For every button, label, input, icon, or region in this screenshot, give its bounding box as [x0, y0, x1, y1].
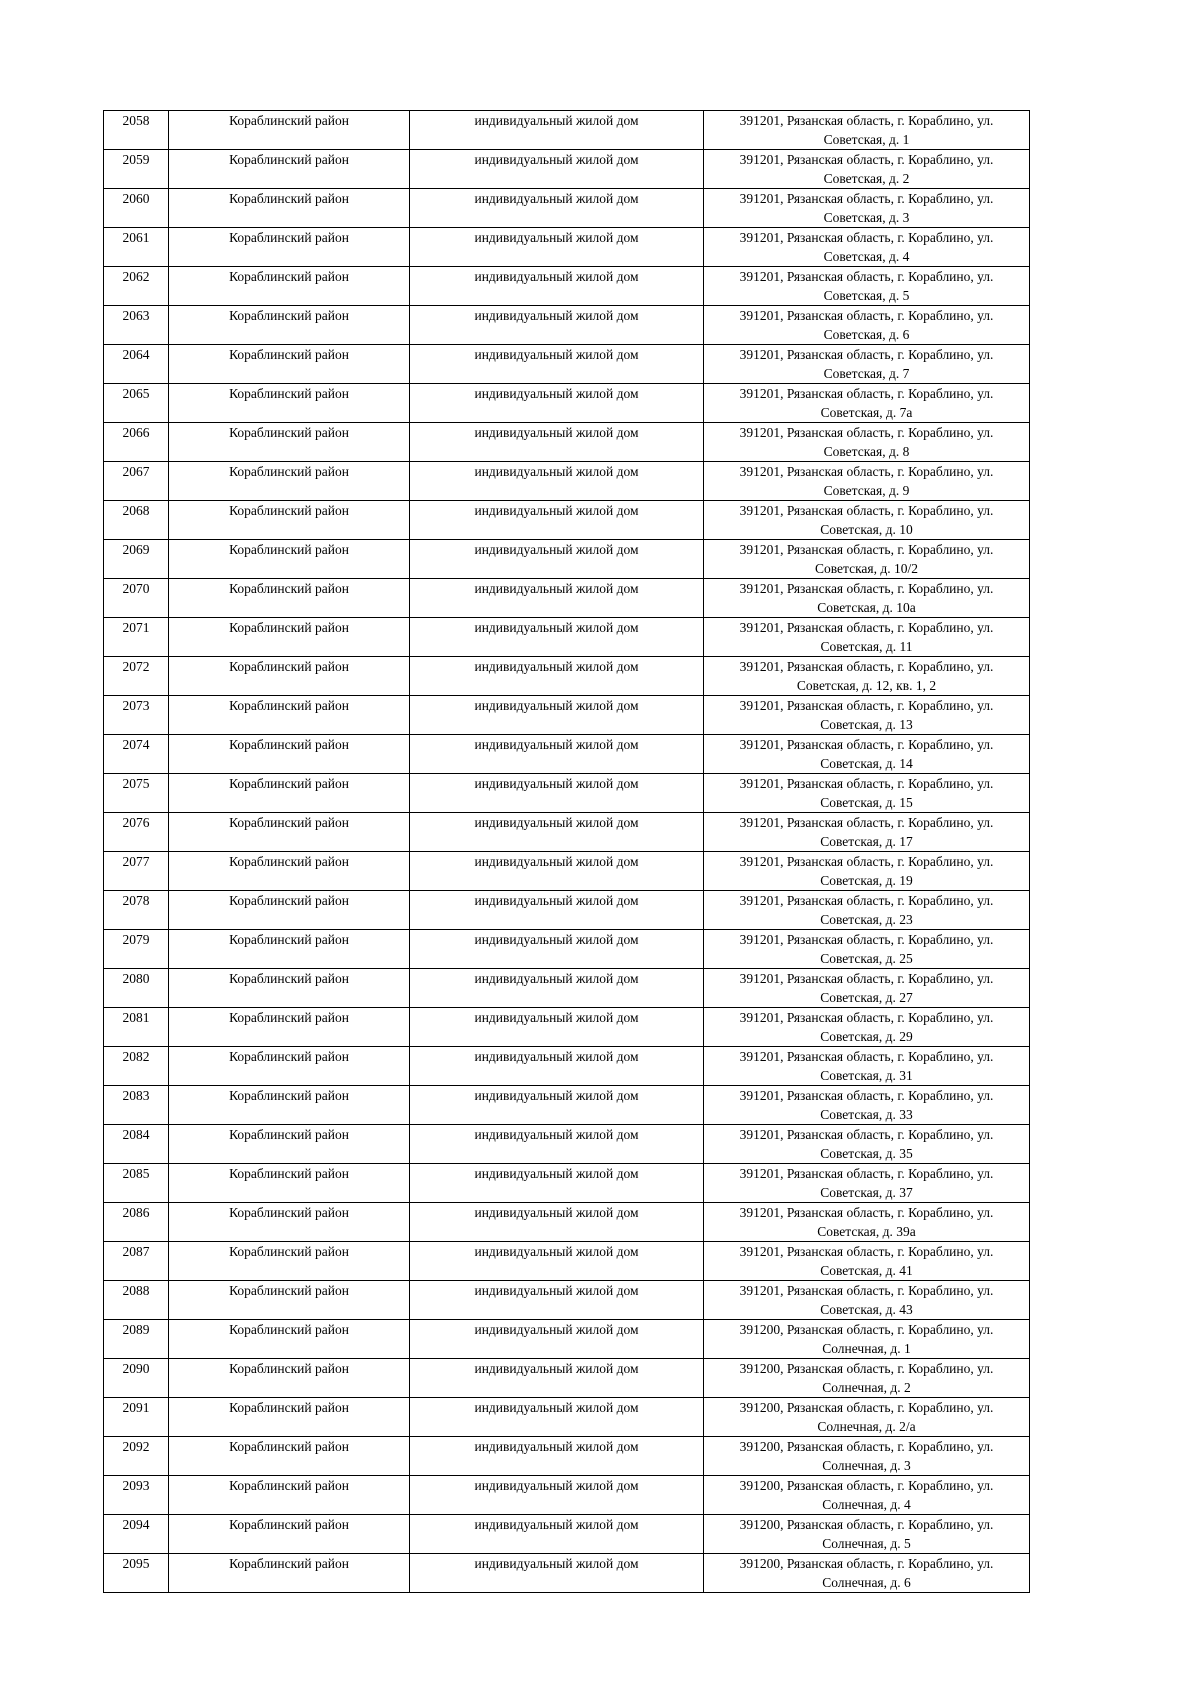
- district-cell: Кораблинский район: [169, 1320, 410, 1359]
- address-line-2: Советская, д. 29: [820, 1029, 913, 1044]
- address-line-2: Советская, д. 19: [820, 873, 913, 888]
- district-cell: Кораблинский район: [169, 540, 410, 579]
- record-number-cell: 2087: [104, 1242, 169, 1281]
- table-row: [104, 501, 1030, 540]
- object-type-cell: индивидуальный жилой дом: [410, 930, 704, 969]
- address-line-1: 391201, Рязанская область, г. Кораблино, ул.: [739, 503, 994, 518]
- district-cell: Кораблинский район: [169, 111, 410, 150]
- address-cell: [704, 774, 1030, 813]
- address-line-2: Советская, д. 43: [820, 1302, 913, 1317]
- table-row: [104, 930, 1030, 969]
- address-cell: [704, 813, 1030, 852]
- district-cell: Кораблинский район: [169, 228, 410, 267]
- address-line-2: Советская, д. 7а: [820, 405, 913, 420]
- record-number-cell: 2059: [104, 150, 169, 189]
- address-line-2: Советская, д. 7: [823, 366, 910, 381]
- district-cell: Кораблинский район: [169, 969, 410, 1008]
- table-row: [104, 423, 1030, 462]
- object-type-cell: индивидуальный жилой дом: [410, 423, 704, 462]
- address-cell: [704, 150, 1030, 189]
- address-line-1: 391200, Рязанская область, г. Кораблино, ул.: [739, 1517, 994, 1532]
- record-number-cell: 2085: [104, 1164, 169, 1203]
- district-cell: Кораблинский район: [169, 1203, 410, 1242]
- object-type-cell: индивидуальный жилой дом: [410, 813, 704, 852]
- object-type-cell: индивидуальный жилой дом: [410, 1359, 704, 1398]
- address-cell: [704, 1398, 1030, 1437]
- address-cell: [704, 618, 1030, 657]
- district-cell: Кораблинский район: [169, 1437, 410, 1476]
- address-line-1: 391201, Рязанская область, г. Кораблино, ул.: [739, 1049, 994, 1064]
- address-cell: [704, 852, 1030, 891]
- record-number-cell: 2088: [104, 1281, 169, 1320]
- address-line-1: 391201, Рязанская область, г. Кораблино, ул.: [739, 191, 994, 206]
- district-cell: Кораблинский район: [169, 501, 410, 540]
- address-line-1: 391201, Рязанская область, г. Кораблино, ул.: [739, 308, 994, 323]
- object-type-cell: индивидуальный жилой дом: [410, 1554, 704, 1593]
- object-type-cell: индивидуальный жилой дом: [410, 345, 704, 384]
- record-number-cell: 2081: [104, 1008, 169, 1047]
- address-line-2: Солнечная, д. 1: [822, 1341, 911, 1356]
- table-row: [104, 1125, 1030, 1164]
- record-number-cell: 2092: [104, 1437, 169, 1476]
- record-number-cell: 2060: [104, 189, 169, 228]
- address-cell: [704, 696, 1030, 735]
- address-line-1: 391201, Рязанская область, г. Кораблино, ул.: [739, 1127, 994, 1142]
- district-cell: Кораблинский район: [169, 306, 410, 345]
- record-number-cell: 2069: [104, 540, 169, 579]
- district-cell: Кораблинский район: [169, 1281, 410, 1320]
- address-register-body: [104, 111, 1030, 1593]
- address-line-2: Советская, д. 4: [823, 249, 910, 264]
- address-line-2: Советская, д. 13: [820, 717, 913, 732]
- address-cell: [704, 1242, 1030, 1281]
- record-number-cell: 2058: [104, 111, 169, 150]
- object-type-cell: индивидуальный жилой дом: [410, 384, 704, 423]
- address-line-1: 391201, Рязанская область, г. Кораблино, ул.: [739, 815, 994, 830]
- record-number-cell: 2061: [104, 228, 169, 267]
- object-type-cell: индивидуальный жилой дом: [410, 1281, 704, 1320]
- object-type-cell: индивидуальный жилой дом: [410, 774, 704, 813]
- table-row: [104, 1320, 1030, 1359]
- address-cell: [704, 423, 1030, 462]
- address-line-1: 391200, Рязанская область, г. Кораблино, ул.: [739, 1361, 994, 1376]
- object-type-cell: индивидуальный жилой дом: [410, 1476, 704, 1515]
- address-cell: [704, 306, 1030, 345]
- address-line-2: Советская, д. 14: [820, 756, 913, 771]
- address-line-2: Советская, д. 39а: [817, 1224, 916, 1239]
- district-cell: Кораблинский район: [169, 1086, 410, 1125]
- address-cell: [704, 540, 1030, 579]
- table-row: [104, 1203, 1030, 1242]
- district-cell: Кораблинский район: [169, 1398, 410, 1437]
- district-cell: Кораблинский район: [169, 1242, 410, 1281]
- record-number-cell: 2073: [104, 696, 169, 735]
- district-cell: Кораблинский район: [169, 345, 410, 384]
- table-row: [104, 1359, 1030, 1398]
- address-line-1: 391201, Рязанская область, г. Кораблино, ул.: [739, 1088, 994, 1103]
- record-number-cell: 2074: [104, 735, 169, 774]
- district-cell: Кораблинский район: [169, 1515, 410, 1554]
- address-cell: [704, 735, 1030, 774]
- address-line-2: Советская, д. 15: [820, 795, 913, 810]
- address-line-2: Солнечная, д. 6: [822, 1575, 911, 1590]
- table-row: [104, 267, 1030, 306]
- address-line-2: Советская, д. 33: [820, 1107, 913, 1122]
- address-line-1: 391200, Рязанская область, г. Кораблино, ул.: [739, 1478, 994, 1493]
- table-row: [104, 111, 1030, 150]
- address-line-1: 391200, Рязанская область, г. Кораблино, ул.: [739, 1400, 994, 1415]
- address-cell: [704, 579, 1030, 618]
- object-type-cell: индивидуальный жилой дом: [410, 735, 704, 774]
- address-line-2: Советская, д. 25: [820, 951, 913, 966]
- object-type-cell: индивидуальный жилой дом: [410, 696, 704, 735]
- table-row: [104, 540, 1030, 579]
- address-line-1: 391201, Рязанская область, г. Кораблино, ул.: [739, 971, 994, 986]
- record-number-cell: 2089: [104, 1320, 169, 1359]
- address-line-2: Советская, д. 9: [823, 483, 910, 498]
- object-type-cell: индивидуальный жилой дом: [410, 579, 704, 618]
- table-row: [104, 696, 1030, 735]
- object-type-cell: индивидуальный жилой дом: [410, 501, 704, 540]
- address-line-2: Советская, д. 6: [823, 327, 910, 342]
- table-row: [104, 228, 1030, 267]
- district-cell: Кораблинский район: [169, 930, 410, 969]
- address-cell: [704, 1515, 1030, 1554]
- address-cell: [704, 1047, 1030, 1086]
- table-row: [104, 657, 1030, 696]
- record-number-cell: 2095: [104, 1554, 169, 1593]
- table-row: [104, 1281, 1030, 1320]
- address-line-2: Солнечная, д. 2: [822, 1380, 911, 1395]
- address-line-2: Советская, д. 8: [823, 444, 910, 459]
- address-line-1: 391201, Рязанская область, г. Кораблино, ул.: [739, 1244, 994, 1259]
- district-cell: Кораблинский район: [169, 1476, 410, 1515]
- address-cell: [704, 969, 1030, 1008]
- district-cell: Кораблинский район: [169, 1554, 410, 1593]
- address-cell: [704, 189, 1030, 228]
- table-row: [104, 1047, 1030, 1086]
- table-row: [104, 384, 1030, 423]
- address-line-1: 391201, Рязанская область, г. Кораблино, ул.: [739, 893, 994, 908]
- table-row: [104, 1515, 1030, 1554]
- address-line-1: 391201, Рязанская область, г. Кораблино, ул.: [739, 776, 994, 791]
- district-cell: Кораблинский район: [169, 150, 410, 189]
- table-row: [104, 891, 1030, 930]
- table-row: [104, 1476, 1030, 1515]
- address-line-2: Советская, д. 5: [823, 288, 910, 303]
- object-type-cell: индивидуальный жилой дом: [410, 852, 704, 891]
- address-line-2: Советская, д. 11: [820, 639, 913, 654]
- object-type-cell: индивидуальный жилой дом: [410, 618, 704, 657]
- record-number-cell: 2083: [104, 1086, 169, 1125]
- record-number-cell: 2077: [104, 852, 169, 891]
- address-cell: [704, 891, 1030, 930]
- address-line-1: 391201, Рязанская область, г. Кораблино, ул.: [739, 854, 994, 869]
- address-cell: [704, 1203, 1030, 1242]
- address-line-2: Советская, д. 1: [823, 132, 910, 147]
- address-line-1: 391201, Рязанская область, г. Кораблино, ул.: [739, 932, 994, 947]
- address-line-1: 391201, Рязанская область, г. Кораблино, ул.: [739, 1205, 994, 1220]
- address-line-2: Солнечная, д. 4: [822, 1497, 911, 1512]
- district-cell: Кораблинский район: [169, 1164, 410, 1203]
- address-cell: [704, 1320, 1030, 1359]
- district-cell: Кораблинский район: [169, 462, 410, 501]
- table-row: [104, 462, 1030, 501]
- table-row: [104, 1554, 1030, 1593]
- object-type-cell: индивидуальный жилой дом: [410, 969, 704, 1008]
- object-type-cell: индивидуальный жилой дом: [410, 1242, 704, 1281]
- address-line-2: Советская, д. 31: [820, 1068, 913, 1083]
- object-type-cell: индивидуальный жилой дом: [410, 1203, 704, 1242]
- address-line-2: Солнечная, д. 2/а: [817, 1419, 916, 1434]
- object-type-cell: индивидуальный жилой дом: [410, 111, 704, 150]
- address-line-1: 391200, Рязанская область, г. Кораблино, ул.: [739, 1439, 994, 1454]
- district-cell: Кораблинский район: [169, 891, 410, 930]
- address-line-1: 391201, Рязанская область, г. Кораблино, ул.: [739, 230, 994, 245]
- address-register-table: [103, 110, 1030, 1593]
- table-row: [104, 852, 1030, 891]
- record-number-cell: 2064: [104, 345, 169, 384]
- district-cell: Кораблинский район: [169, 1008, 410, 1047]
- address-line-2: Советская, д. 2: [823, 171, 910, 186]
- record-number-cell: 2063: [104, 306, 169, 345]
- record-number-cell: 2066: [104, 423, 169, 462]
- table-row: [104, 774, 1030, 813]
- record-number-cell: 2084: [104, 1125, 169, 1164]
- object-type-cell: индивидуальный жилой дом: [410, 1164, 704, 1203]
- address-cell: [704, 1281, 1030, 1320]
- table-row: [104, 735, 1030, 774]
- object-type-cell: индивидуальный жилой дом: [410, 1086, 704, 1125]
- record-number-cell: 2082: [104, 1047, 169, 1086]
- district-cell: Кораблинский район: [169, 384, 410, 423]
- district-cell: Кораблинский район: [169, 189, 410, 228]
- table-row: [104, 1164, 1030, 1203]
- object-type-cell: индивидуальный жилой дом: [410, 306, 704, 345]
- address-line-1: 391201, Рязанская область, г. Кораблино, ул.: [739, 464, 994, 479]
- object-type-cell: индивидуальный жилой дом: [410, 657, 704, 696]
- record-number-cell: 2075: [104, 774, 169, 813]
- record-number-cell: 2071: [104, 618, 169, 657]
- record-number-cell: 2065: [104, 384, 169, 423]
- object-type-cell: индивидуальный жилой дом: [410, 1437, 704, 1476]
- address-line-2: Советская, д. 10а: [817, 600, 916, 615]
- address-cell: [704, 384, 1030, 423]
- object-type-cell: индивидуальный жилой дом: [410, 1515, 704, 1554]
- address-line-1: 391201, Рязанская область, г. Кораблино, ул.: [739, 1166, 994, 1181]
- address-cell: [704, 111, 1030, 150]
- address-cell: [704, 228, 1030, 267]
- address-line-1: 391201, Рязанская область, г. Кораблино, ул.: [739, 425, 994, 440]
- district-cell: Кораблинский район: [169, 1047, 410, 1086]
- table-row: [104, 1398, 1030, 1437]
- district-cell: Кораблинский район: [169, 618, 410, 657]
- address-line-2: Советская, д. 10/2: [814, 561, 919, 576]
- address-cell: [704, 1164, 1030, 1203]
- address-line-1: 391201, Рязанская область, г. Кораблино, ул.: [739, 269, 994, 284]
- record-number-cell: 2068: [104, 501, 169, 540]
- address-line-2: Советская, д. 41: [820, 1263, 913, 1278]
- record-number-cell: 2094: [104, 1515, 169, 1554]
- record-number-cell: 2093: [104, 1476, 169, 1515]
- table-row: [104, 150, 1030, 189]
- address-line-2: Советская, д. 10: [820, 522, 913, 537]
- record-number-cell: 2079: [104, 930, 169, 969]
- address-line-2: Солнечная, д. 5: [822, 1536, 911, 1551]
- district-cell: Кораблинский район: [169, 579, 410, 618]
- address-cell: [704, 1476, 1030, 1515]
- address-cell: [704, 267, 1030, 306]
- table-row: [104, 1242, 1030, 1281]
- address-cell: [704, 345, 1030, 384]
- object-type-cell: индивидуальный жилой дом: [410, 1008, 704, 1047]
- address-cell: [704, 1008, 1030, 1047]
- address-cell: [704, 462, 1030, 501]
- district-cell: Кораблинский район: [169, 1359, 410, 1398]
- object-type-cell: индивидуальный жилой дом: [410, 891, 704, 930]
- object-type-cell: индивидуальный жилой дом: [410, 1047, 704, 1086]
- address-line-1: 391200, Рязанская область, г. Кораблино, ул.: [739, 1556, 994, 1571]
- record-number-cell: 2070: [104, 579, 169, 618]
- district-cell: Кораблинский район: [169, 423, 410, 462]
- address-cell: [704, 1554, 1030, 1593]
- table-row: [104, 1086, 1030, 1125]
- address-line-1: 391200, Рязанская область, г. Кораблино, ул.: [739, 1322, 994, 1337]
- table-row: [104, 1008, 1030, 1047]
- address-line-1: 391201, Рязанская область, г. Кораблино, ул.: [739, 386, 994, 401]
- address-cell: [704, 1437, 1030, 1476]
- object-type-cell: индивидуальный жилой дом: [410, 189, 704, 228]
- address-cell: [704, 657, 1030, 696]
- address-line-1: 391201, Рязанская область, г. Кораблино, ул.: [739, 113, 994, 128]
- table-row: [104, 306, 1030, 345]
- address-line-1: 391201, Рязанская область, г. Кораблино, ул.: [739, 659, 994, 674]
- district-cell: Кораблинский район: [169, 696, 410, 735]
- object-type-cell: индивидуальный жилой дом: [410, 150, 704, 189]
- address-cell: [704, 1359, 1030, 1398]
- object-type-cell: индивидуальный жилой дом: [410, 462, 704, 501]
- address-line-1: 391201, Рязанская область, г. Кораблино, ул.: [739, 737, 994, 752]
- table-row: [104, 1437, 1030, 1476]
- record-number-cell: 2076: [104, 813, 169, 852]
- district-cell: Кораблинский район: [169, 267, 410, 306]
- district-cell: Кораблинский район: [169, 774, 410, 813]
- object-type-cell: индивидуальный жилой дом: [410, 1320, 704, 1359]
- table-row: [104, 345, 1030, 384]
- district-cell: Кораблинский район: [169, 735, 410, 774]
- record-number-cell: 2091: [104, 1398, 169, 1437]
- address-line-2: Советская, д. 27: [820, 990, 913, 1005]
- district-cell: Кораблинский район: [169, 852, 410, 891]
- address-line-1: 391201, Рязанская область, г. Кораблино, ул.: [739, 1283, 994, 1298]
- record-number-cell: 2080: [104, 969, 169, 1008]
- table-row: [104, 969, 1030, 1008]
- record-number-cell: 2078: [104, 891, 169, 930]
- address-line-2: Советская, д. 17: [820, 834, 913, 849]
- address-line-2: Советская, д. 23: [820, 912, 913, 927]
- address-line-2: Советская, д. 37: [820, 1185, 913, 1200]
- address-line-1: 391201, Рязанская область, г. Кораблино, ул.: [739, 581, 994, 596]
- record-number-cell: 2072: [104, 657, 169, 696]
- object-type-cell: индивидуальный жилой дом: [410, 1125, 704, 1164]
- address-line-2: Советская, д. 12, кв. 1, 2: [796, 678, 937, 693]
- address-line-1: 391201, Рязанская область, г. Кораблино, ул.: [739, 620, 994, 635]
- record-number-cell: 2067: [104, 462, 169, 501]
- address-line-2: Советская, д. 35: [820, 1146, 913, 1161]
- record-number-cell: 2062: [104, 267, 169, 306]
- record-number-cell: 2086: [104, 1203, 169, 1242]
- record-number-cell: 2090: [104, 1359, 169, 1398]
- address-cell: [704, 1086, 1030, 1125]
- object-type-cell: индивидуальный жилой дом: [410, 540, 704, 579]
- address-cell: [704, 1125, 1030, 1164]
- address-line-1: 391201, Рязанская область, г. Кораблино, ул.: [739, 1010, 994, 1025]
- table-row: [104, 618, 1030, 657]
- object-type-cell: индивидуальный жилой дом: [410, 228, 704, 267]
- address-line-1: 391201, Рязанская область, г. Кораблино, ул.: [739, 152, 994, 167]
- district-cell: Кораблинский район: [169, 1125, 410, 1164]
- table-row: [104, 579, 1030, 618]
- address-line-1: 391201, Рязанская область, г. Кораблино, ул.: [739, 347, 994, 362]
- address-line-1: 391201, Рязанская область, г. Кораблино, ул.: [739, 542, 994, 557]
- address-line-2: Солнечная, д. 3: [822, 1458, 911, 1473]
- table-row: [104, 813, 1030, 852]
- address-cell: [704, 930, 1030, 969]
- object-type-cell: индивидуальный жилой дом: [410, 267, 704, 306]
- table-row: [104, 189, 1030, 228]
- object-type-cell: индивидуальный жилой дом: [410, 1398, 704, 1437]
- address-line-1: 391201, Рязанская область, г. Кораблино, ул.: [739, 698, 994, 713]
- address-line-2: Советская, д. 3: [823, 210, 910, 225]
- address-cell: [704, 501, 1030, 540]
- district-cell: Кораблинский район: [169, 657, 410, 696]
- district-cell: Кораблинский район: [169, 813, 410, 852]
